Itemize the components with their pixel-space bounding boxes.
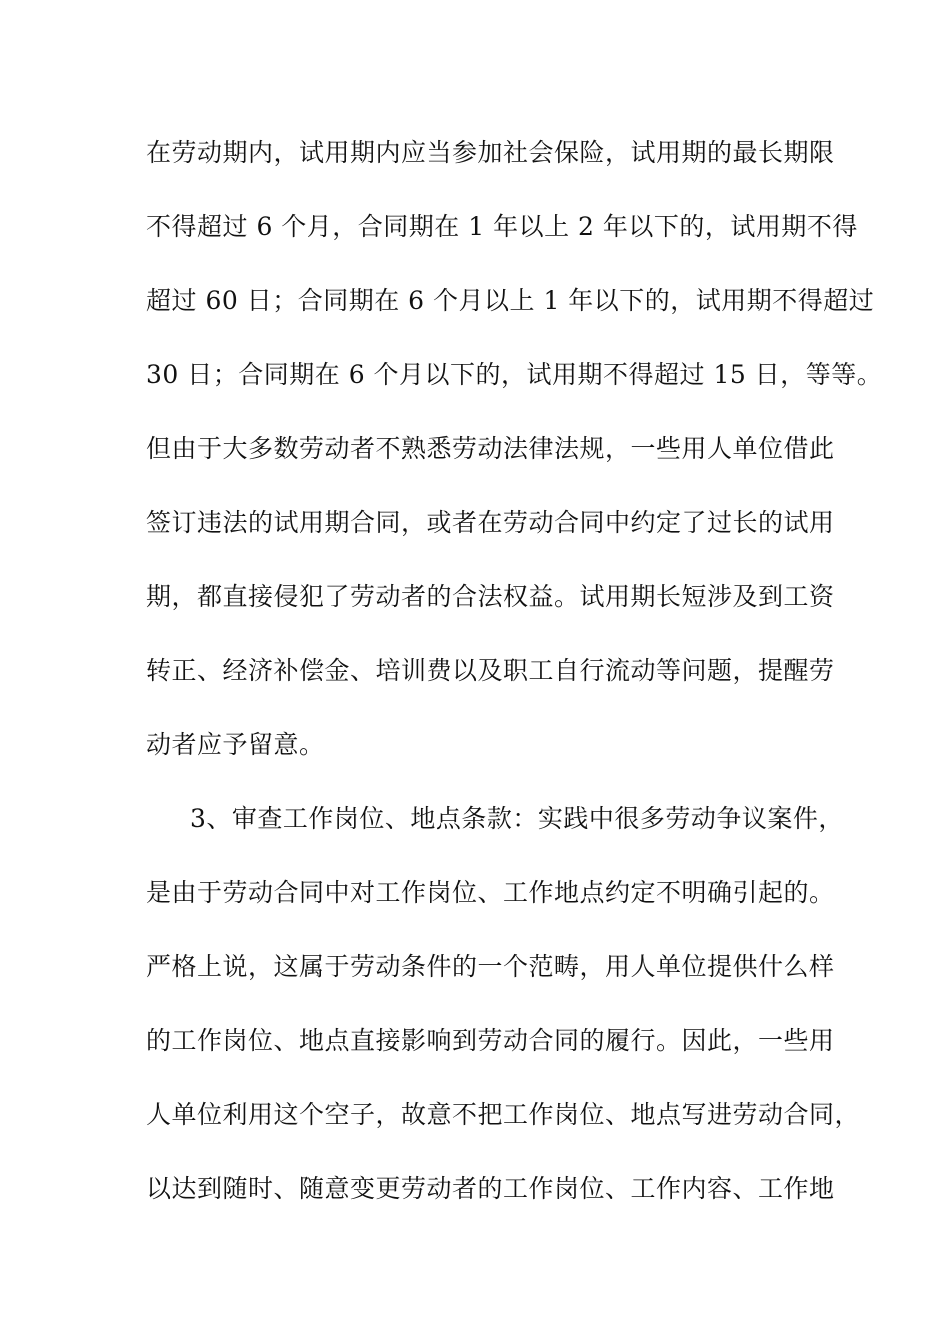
text-line: 不得超过 6 个月，合同期在 1 年以上 2 年以下的，试用期不得 — [146, 212, 858, 241]
text-line: 严格上说，这属于劳动条件的一个范畴，用人单位提供什么样 — [146, 952, 835, 981]
text-line: 人单位利用这个空子，故意不把工作岗位、地点写进劳动合同， — [146, 1100, 861, 1129]
text-line: 期，都直接侵犯了劳动者的合法权益。试用期长短涉及到工资 — [146, 582, 835, 611]
text-line: 以达到随时、随意变更劳动者的工作岗位、工作内容、工作地 — [146, 1174, 835, 1203]
section-3-heading-line: 3、审查工作岗位、地点条款：实践中很多劳动争议案件， — [190, 804, 844, 833]
text-line: 签订违法的试用期合同，或者在劳动合同中约定了过长的试用 — [146, 508, 835, 537]
text-line: 在劳动期内，试用期内应当参加社会保险，试用期的最长期限 — [146, 138, 835, 167]
text-line: 动者应予留意。 — [146, 730, 325, 759]
text-line: 的工作岗位、地点直接影响到劳动合同的履行。因此，一些用 — [146, 1026, 835, 1055]
text-line: 是由于劳动合同中对工作岗位、工作地点约定不明确引起的。 — [146, 878, 835, 907]
text-line: 但由于大多数劳动者不熟悉劳动法律法规，一些用人单位借此 — [146, 434, 835, 463]
text-line: 超过 60 日；合同期在 6 个月以上 1 年以下的，试用期不得超过 — [146, 286, 875, 315]
text-line: 转正、经济补偿金、培训费以及职工自行流动等问题，提醒劳 — [146, 656, 835, 685]
text-line: 30 日；合同期在 6 个月以下的，试用期不得超过 15 日，等等。 — [146, 360, 883, 389]
